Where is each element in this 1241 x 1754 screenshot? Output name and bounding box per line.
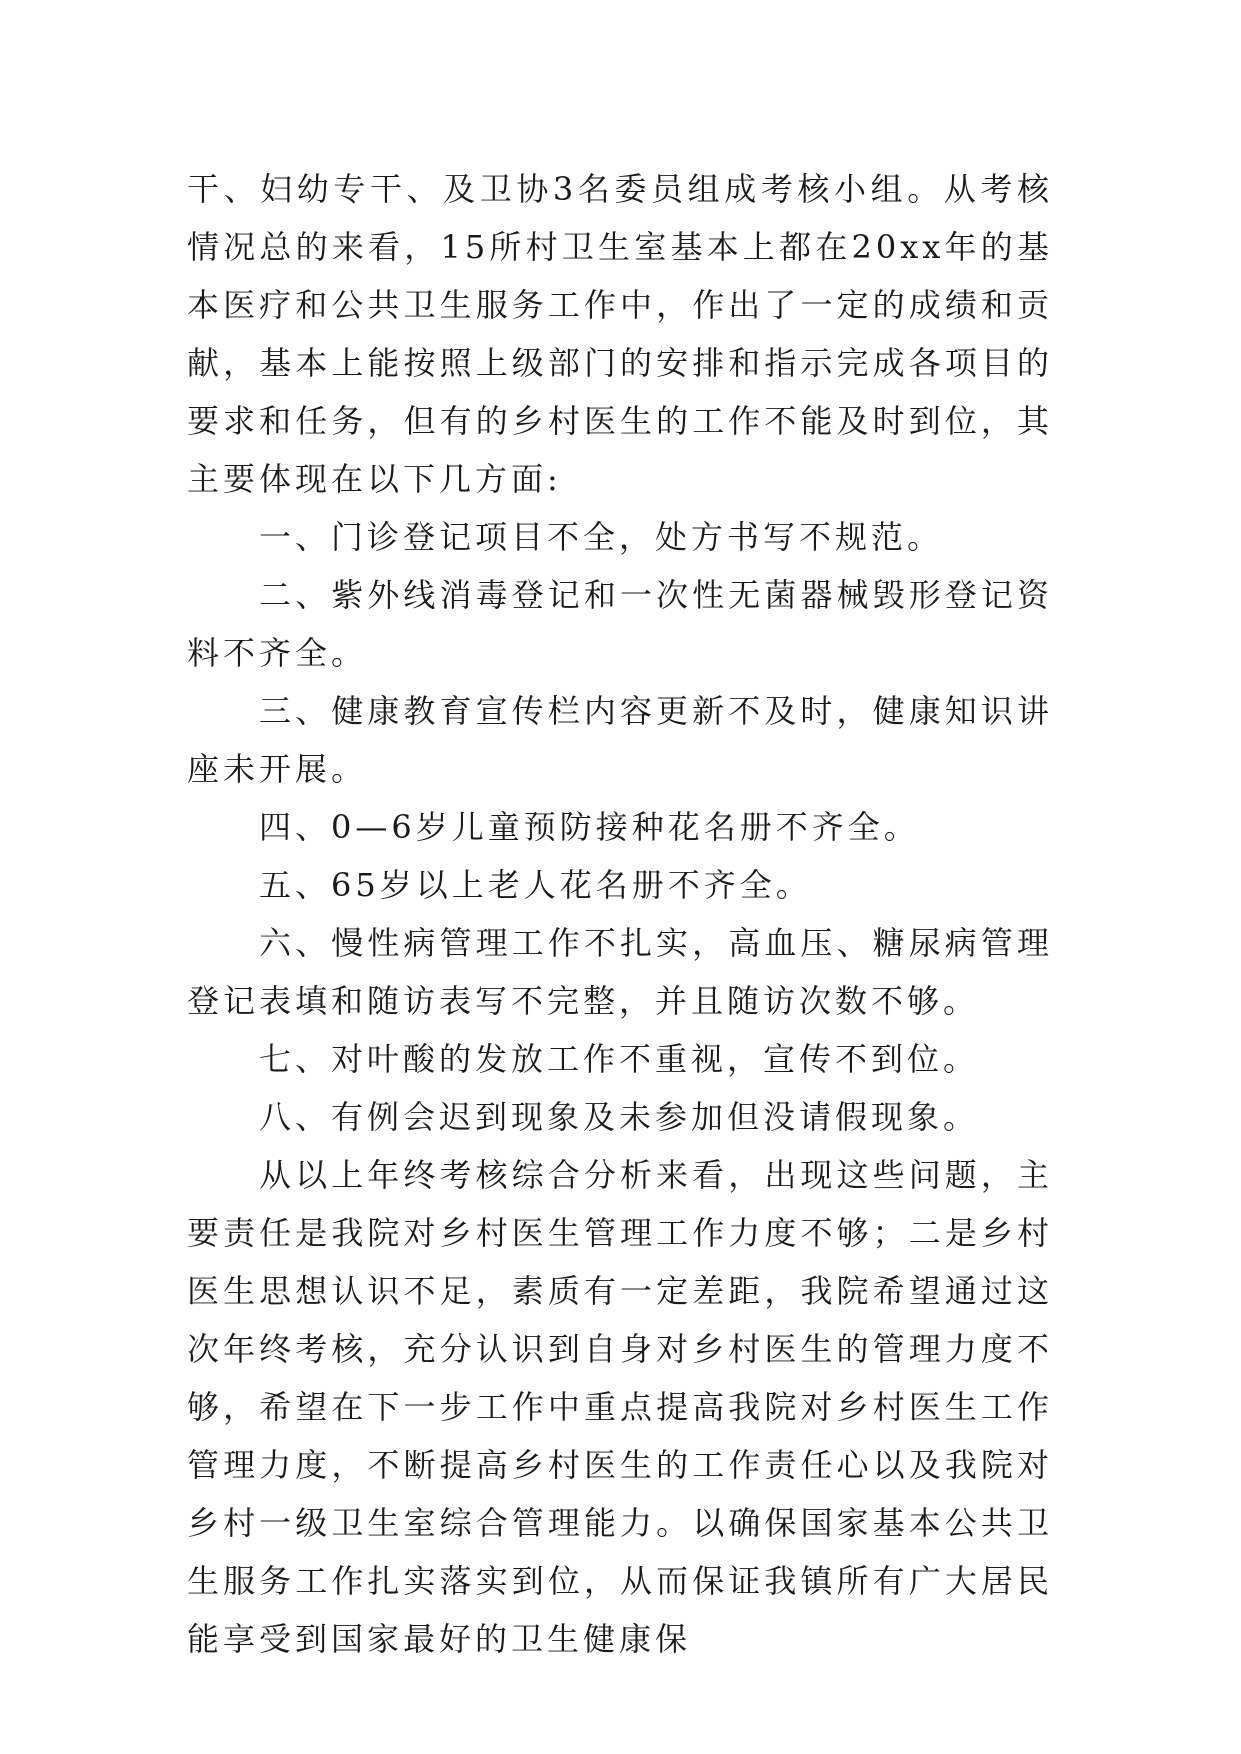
- paragraph-item-6: 六、慢性病管理工作不扎实，高血压、糖尿病管理登记表填和随访表写不完整，并且随访次数不够。: [187, 924, 1053, 1020]
- paragraph-item-2: 二、紫外线消毒登记和一次性无菌器械毁形登记资料不齐全。: [187, 576, 1053, 672]
- paragraph-analysis: 从以上年终考核综合分析来看，出现这些问题，主要责任是我院对乡村医生管理工作力度不够；二是乡村医生思想认识不足，素质有一定差距，我院希望通过这次年终考核，充分认识到自身对乡村医生的管理力度不够，希望在下一步工作中重点提高我院对乡村医生工作管理力度，不断提高乡村医生的工作责任心以及我院对乡村一级卫生室综合管理能力。以确保国家基本公共卫生服务工作扎实落实到位，从而保证我镇所有广大居民能享受到国家最好的卫生健康保: [187, 1156, 1053, 1658]
- paragraph-item-8: 八、有例会迟到现象及未参加但没请假现象。: [259, 1098, 980, 1136]
- paragraph-item-1: 一、门诊登记项目不全，处方书写不规范。: [259, 518, 944, 556]
- paragraph-item-7: 七、对叶酸的发放工作不重视，宣传不到位。: [259, 1040, 980, 1078]
- paragraph-item-3: 三、健康教育宣传栏内容更新不及时，健康知识讲座未开展。: [187, 692, 1053, 788]
- paragraph-item-4: 四、0—6岁儿童预防接种花名册不齐全。: [259, 808, 920, 846]
- document-body: [187, 160, 1053, 1668]
- paragraph-item-5: 五、65岁以上老人花名册不齐全。: [259, 866, 812, 904]
- paragraph-continuation: 干、妇幼专干、及卫协3名委员组成考核小组。从考核情况总的来看，15所村卫生室基本上都在20xx年的基本医疗和公共卫生服务工作中，作出了一定的成绩和贡献，基本上能按照上级部门的安排和指示完成各项目的要求和任务，但有的乡村医生的工作不能及时到位，其主要体现在以下几方面:: [187, 170, 1053, 498]
